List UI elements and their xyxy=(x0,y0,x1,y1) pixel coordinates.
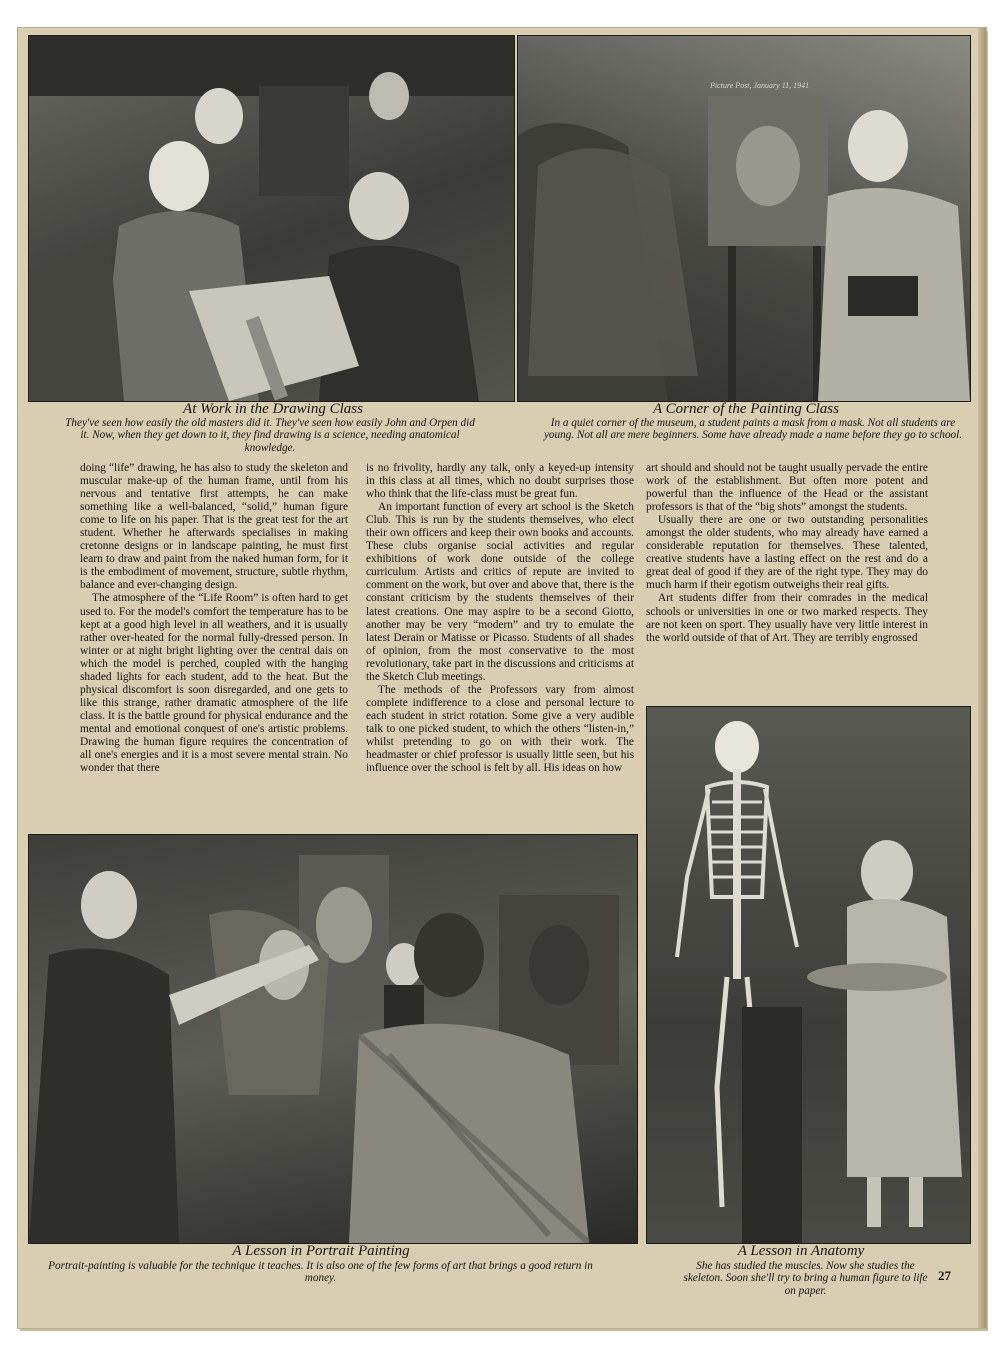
article-column-2 xyxy=(366,462,634,775)
caption-title-painting-class: A Corner of the Painting Class xyxy=(653,401,839,417)
page-number: 27 xyxy=(938,1268,951,1283)
anatomy-lesson-illustration xyxy=(647,707,970,1243)
photo-painting-class xyxy=(517,35,971,402)
caption-text-portrait: Portrait-painting is valuable for the technique it teaches. It is also one of the few forms of art that brings a good return in money. xyxy=(48,1260,593,1285)
article-paragraph: doing “life” drawing, he has also to study the skeleton and muscular make-up of the human frame, until from his nervous and tentative first attempts, he can make something like a well-balanced, “solid,” human figure come to life on his paper. That is the great test for the art student. Whether he afterwards specialises in making cretonne designs or in landscape painting, he must first learn to draw and paint from the naked human form, for it is the embodiment of movement, structure, subtle rhythm, balance and ever-changing design. xyxy=(80,462,348,592)
painting-class-illustration xyxy=(518,36,970,401)
caption-title-drawing-class: At Work in the Drawing Class xyxy=(183,401,363,417)
article-paragraph: Usually there are one or two outstanding personalities amongst the older students, who may already have earned a considerable reputation for themselves. These talented, creative students have a lasting effect on the rest and do a great deal of good if they are of the right type. They may do much harm if their egotism outweighs their real gifts. xyxy=(646,514,928,592)
photo-anatomy-lesson xyxy=(646,706,971,1244)
magazine-page xyxy=(18,28,986,1328)
caption-title-anatomy: A Lesson in Anatomy xyxy=(737,1243,865,1259)
caption-text-painting-class: In a quiet corner of the museum, a student paints a mask from a mask. Not all students are young. Not all are mere beginners. Some have already made a name before they go to school. xyxy=(543,417,963,442)
article-paragraph: The atmosphere of the “Life Room” is often hard to get used to. For the model's comfort the temperature has to be kept at a good high level in all weathers, and it is usually rather over-heated for the normal fully-dressed person. In winter or at night bright lighting over the central dais on which the model is perched, coupled with the hanging shaded lights for each student, add to the heat. But the physical discomfort is soon disregarded, and one gets to like this strange, rather dramatic atmosphere of the life class. It is the battle ground for physical endurance and the mental and emotional conquest of one's artistic problems. Drawing the human figure requires the concentration of all one's energies and it is a most severe mental strain. No wonder that there xyxy=(80,592,348,775)
article-column-1 xyxy=(80,462,348,775)
caption-text-anatomy: She has studied the muscles. Now she studies the skeleton. Soon she'll try to bring a human figure to life on paper. xyxy=(683,1260,928,1297)
page-spine-edge xyxy=(978,28,986,1328)
article-paragraph: The methods of the Professors vary from almost complete indifference to a close and personal lecture to each student in strict rotation. Some give a very audible talk to one picked student, to which the others “listen-in,” whilst pretending to go on with their work. The headmaster or chief professor is usually little seen, but his influence over the school is felt by all. His ideas on how xyxy=(366,683,634,775)
running-folio: Picture Post, January 11, 1941 xyxy=(710,81,810,90)
article-paragraph: art should and should not be taught usually pervade the entire work of the establishment. But often more potent and powerful than the influence of the Head or the assistant professors is that of the “big shots” amongst the students. xyxy=(646,462,928,514)
photo-drawing-class xyxy=(28,35,515,402)
article-paragraph: is no frivolity, hardly any talk, only a keyed-up intensity in this class at all times, which no doubt surprises those who think that the life-class must be great fun. xyxy=(366,462,634,501)
photo-portrait-lesson xyxy=(28,834,638,1244)
article-paragraph: An important function of every art school is the Sketch Club. This is run by the students themselves, who elect their own officers and keep their own books and accounts. These clubs organise social activities and regular exhibitions of work done outside of the college curriculum. Artists and critics of repute are invited to comment on the work, but over and above that, there is the constant criticism by the students themselves of their latest creations. One may aspire to be a second Giotto, another may be very “modern” and try to emulate the latest Derain or Matisse or Picasso. Students of all shades of opinion, from the most conservative to the most revolutionary, take part in the discussions and criticisms at the Sketch Club meetings. xyxy=(366,501,634,683)
caption-text-drawing-class: They've seen how easily the old masters did it. They've seen how easily John and Orpen did it. Now, when they get down to it, they find drawing is a science, needing anatomical knowledge. xyxy=(65,417,475,454)
drawing-class-illustration xyxy=(29,36,514,401)
article-column-3 xyxy=(646,462,928,645)
caption-title-portrait: A Lesson in Portrait Painting xyxy=(232,1243,410,1259)
article-paragraph: Art students differ from their comrades in the medical schools or universities in one or two marked respects. They are not keen on sport. They usually have very little interest in the world outside of that of Art. They are terribly engrossed xyxy=(646,592,928,644)
portrait-lesson-illustration xyxy=(29,835,637,1243)
